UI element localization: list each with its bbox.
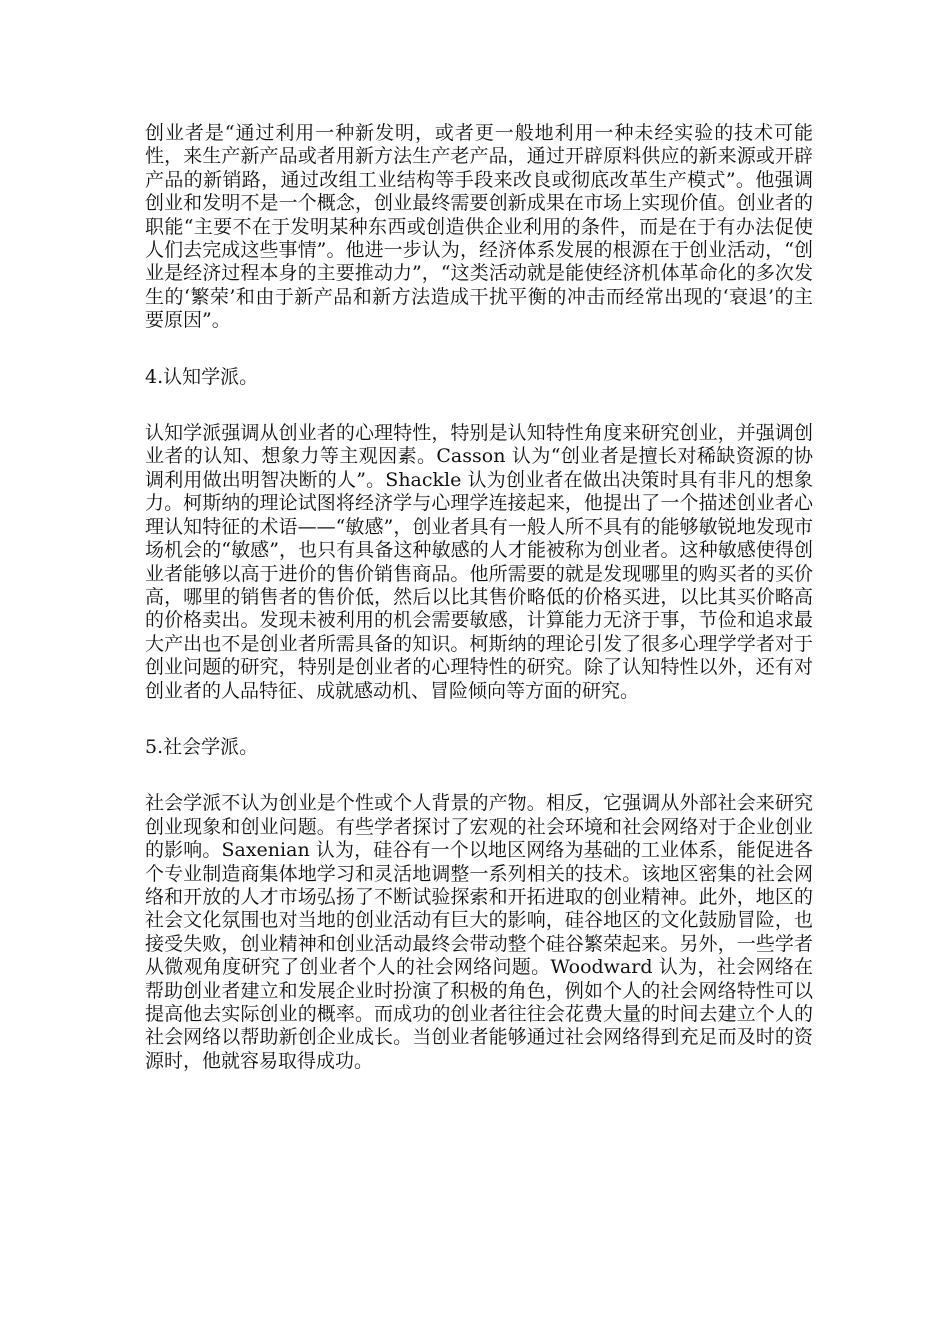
- paragraph-cognitive-school: 认知学派强调从创业者的心理特性，特别是认知特性角度来研究创业，并强调创业者的认知、想象力等主观因素。Casson 认为“创业者是擅长对稀缺资源的协调利用做出明智决断的人”。Shackle 认为创业者在做出决策时具有非凡的想象力。柯斯纳的理论试图将经济学与心理学连接起来，他提出了一个描述创业者心理认知特征的术语——“敏感”，创业者具有一般人所不具有的能够敏锐地发现市场机会的“敏感”，也只有具备这种敏感的人才能被称为创业者。这种敏感使得创业者能够以高于进价的售价销售商品。他所需要的就是发现哪里的购买者的买价高，哪里的销售者的售价低，然后以比其售价略低的价格买进，以比其买价略高的价格卖出。发现未被利用的机会需要敏感，计算能力无济于事，节俭和追求最大产出也不是创业者所需具备的知识。柯斯纳的理论引发了很多心理学学者对于创业问题的研究，特别是创业者的心理特性的研究。除了认知特性以外，还有对创业者的人品特征、成就感动机、冒险倾向等方面的研究。: [145, 422, 813, 702]
- heading-cognitive-school: 4.认知学派。: [145, 365, 259, 388]
- paragraph-social-school: 社会学派不认为创业是个性或个人背景的产物。相反，它强调从外部社会来研究创业现象和创业问题。有些学者探讨了宏观的社会环境和社会网络对于企业创业的影响。Saxenian 认为，硅谷有一个以地区网络为基础的工业体系，能促进各个专业制造商集体地学习和灵活地调整一系列相关的技术。该地区密集的社会网络和开放的人才市场弘扬了不断试验探索和开拓进取的创业精神。此外，地区的社会文化氛围也对当地的创业活动有巨大的影响，硅谷地区的文化鼓励冒险，也接受失败，创业精神和创业活动最终会带动整个硅谷繁荣起来。另外，一些学者从微观角度研究了创业者个人的社会网络问题。Woodward 认为，社会网络在帮助创业者建立和发展企业时扮演了积极的角色，例如个人的社会网络特性可以提高他去实际创业的概率。而成功的创业者往往会花费大量的时间去建立个人的社会网络以帮助新创企业成长。当创业者能够通过社会网络得到充足而及时的资源时，他就容易取得成功。: [145, 792, 813, 1072]
- document-page: [145, 122, 813, 1106]
- heading-social-school: 5.社会学派。: [145, 735, 259, 758]
- paragraph-innovation-school: 创业者是“通过利用一种新发明，或者更一般地利用一种未经实验的技术可能性，来生产新产品或者用新方法生产老产品，通过开辟原料供应的新来源或开辟产品的新销路，通过改组工业结构等手段来改良或彻底改革生产模式”。他强调创业和发明不是一个概念，创业最终需要创新成果在市场上实现价值。创业者的职能“主要不在于发明某种东西或创造供企业利用的条件，而是在于有办法促使人们去完成这些事情”。他进一步认为，经济体系发展的根源在于创业活动，“创业是经济过程本身的主要推动力”，“这类活动就是能使经济机体革命化的多次发生的‘繁荣’和由于新产品和新方法造成干扰平衡的冲击而经常出现的‘衰退’的主要原因”。: [145, 122, 813, 332]
